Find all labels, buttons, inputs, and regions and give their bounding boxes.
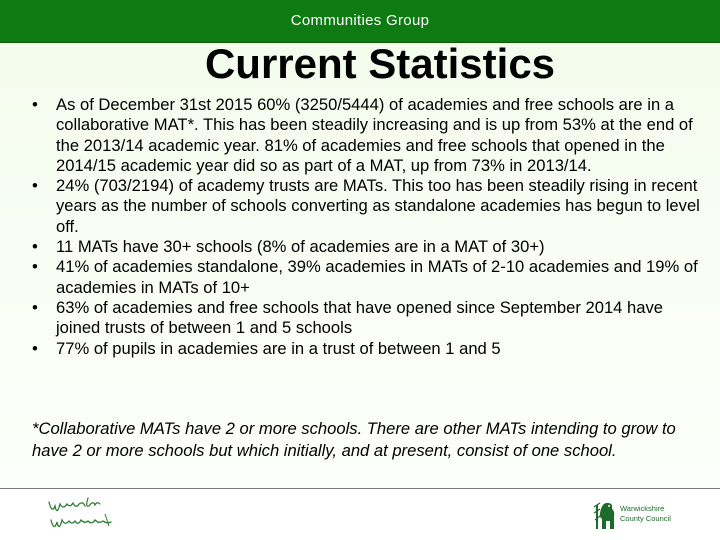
slide-title: Current Statistics [204, 40, 556, 87]
header-bar [0, 0, 720, 43]
group-title: Communities Group [290, 12, 430, 29]
list-item: • As of December 31st 2015 60% (3250/5444) of academies and free schools are in a collaborative MAT*. This has been steadily increasing and is up from 53% at the end of the 2013/14 academic year. 81% of academies and free schools that opened in the 2014/15 academic year did so as part of a MAT, up from 73% in 2013/14. [32, 95, 710, 176]
council-name-line2: County Council [620, 514, 671, 523]
council-name-line1: Warwickshire [620, 504, 665, 513]
list-item: • 77% of pupils in academies are in a trust of between 1 and 5 [32, 339, 710, 359]
list-item: • 11 MATs have 30+ schools (8% of academies are in a MAT of 30+) [32, 237, 710, 257]
list-item: • 24% (703/2194) of academy trusts are MATs. This too has been steadily rising in recent years as the number of schools converting as standalone academies has begun to level off. [32, 176, 710, 237]
bear-and-staff-icon [594, 503, 614, 529]
footer-divider [0, 488, 720, 489]
warwickshire-county-council-logo [590, 493, 700, 533]
working-for-warwickshire-logo [45, 492, 125, 534]
list-item: • 63% of academies and free schools that have opened since September 2014 have joined trusts of between 1 and 5 schools [32, 298, 710, 339]
statistics-list [32, 95, 710, 359]
footnote: *Collaborative MATs have 2 or more schools. There are other MATs intending to grow to have 2 or more schools but which initially, and at present, consist of one school. [32, 419, 676, 460]
list-item: • 41% of academies standalone, 39% academies in MATs of 2-10 academies and 19% of academies in MATs of 10+ [32, 257, 710, 298]
